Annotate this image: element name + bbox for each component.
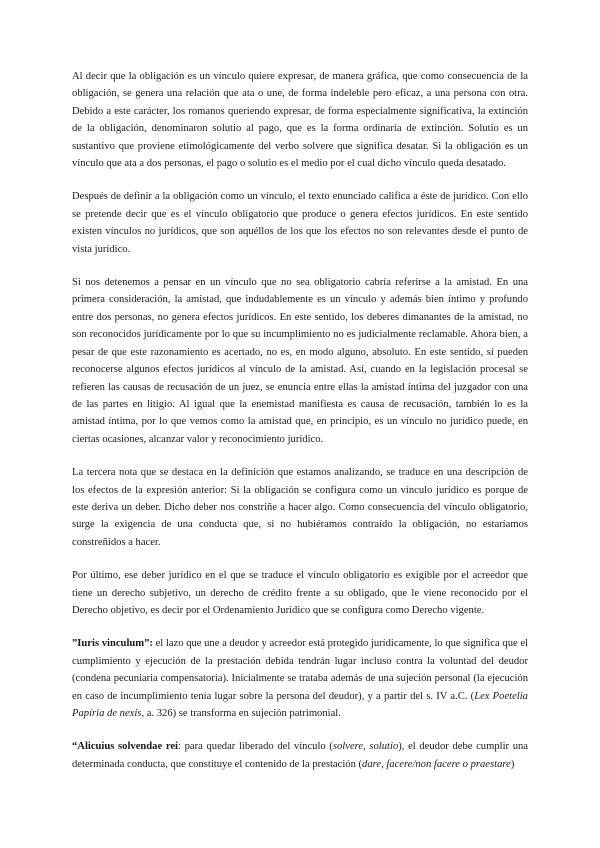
paragraph-amistad: Si nos detenemos a pensar en un vínculo que no sea obligatorio cabría referirse a la amistad. En una primera consideración, la amistad, que indudablemente es un vínculo y además bien íntimo y profundo entre dos personas, no genera efectos jurídicos. En este sentido, los deberes dimanantes de la amistad, no son reconocidos jurídicamente por lo que su incumplimiento no es judicialmente reclamable. Ahora bien, a pesar de que este razonamiento es acertado, no es, en modo alguno, absoluto. En este sentido, sí pueden reconocerse algunos efectos jurídicos al vínculo de la amistad. Así, cuando en la legislación procesal se refieren las causas de recusación de un juez, se enuncia entre ellas la amistad íntima del juzgador con una de las partes en litigio. Al igual que la enemistad manifiesta es causa de recusación, también lo es la amistad íntima, por lo que vemos como la amistad que, en principio, es un vínculo no jurídico puede, en ciertas ocasiones, alcanzar valor y reconocimiento jurídico. — [72, 277, 528, 445]
term-alicuius-solvendae-rei: “Alicuius solvendae rei — [72, 741, 178, 753]
iuris-text-1: el lazo que une a deudor y acreedor está protegido jurídicamente, lo que significa que el cumplimiento y ejecución de la prestación debida tendrán lugar incluso contra la voluntad del deudor (condena pecuniaria compensatoria). Inicialmente se trataba además de una sujeción personal (la ejecución en caso de incumplimiento tenía lugar sobre la persona del deudor), y a partir del s. IV a.C. ( — [72, 638, 528, 702]
iuris-lex-poetelia: Lex Poetelia Papiria de nexis — [72, 690, 528, 719]
alicuius-text-3: ) — [510, 758, 515, 770]
iuris-text-2: , a. 326) se transforma en sujeción patrimonial. — [141, 708, 341, 719]
paragraph-alicuius — [72, 738, 528, 773]
alicuius-italic-2: dare, facere/non facere o praestare — [362, 758, 511, 770]
alicuius-text-1: : para quedar liberado del vínculo ( — [178, 741, 333, 753]
paragraph-juridico: Después de definir a la obligación como un vínculo, el texto enunciado califica a éste de jurídico. Con ello se pretende decir que es el vínculo obligatorio que produce o genera efectos jurídicos. En este sentido existen vínculos no jurídicos, que son aquéllos de los que los efectos no son relevantes desde el punto de vista jurídico. — [72, 191, 528, 255]
paragraph-iuris-vinculum — [72, 635, 528, 722]
term-iuris-vinculum: ”Iuris vinculum”: — [72, 638, 153, 650]
alicuius-text-2: ), el deudor debe cumplir una determinada conducta, que constituye el contenido de la prestación ( — [72, 741, 529, 770]
paragraph-ultimo: Por último, ese deber jurídico en el que se traduce el vínculo obligatorio es exigible por el acreedor que tiene un derecho subjetivo, un derecho de crédito frente a su obligado, que le viene reconocido por el Derecho objetivo, es decir por el Ordenamiento Jurídico que se configura como Derecho vigente. — [72, 570, 528, 616]
paragraph-tercera-nota: La tercera nota que se destaca en la definición que estamos analizando, se traduce en una descripción de los efectos de la expresión anterior: Si la obligación se configura como un vínculo jurídico es porque de este deriva un deber. Dicho deber nos constriñe a hacer algo. Como consecuencia del vínculo obligatorio, surge la exigencia de una conducta que, si no hubiéramos contraído la obligación, no estaríamos constreñidos a hacer. — [72, 467, 528, 548]
alicuius-italic-1: solvere, solutio — [332, 741, 399, 753]
paragraph-vinculo: Al decir que la obligación es un vínculo quiere expresar, de manera gráfica, que como consecuencia de la obligación, se genera una relación que ata o une, de forma indeleble pero eficaz, a una persona con otra. Debido a este carácter, los romanos queriendo expresar, de forma especialmente significativa, la extinción de la obligación, denominaron solutio al pago, que es la forma ordinaria de extinción. Solutio es un sustantivo que proviene etimológicamente del verbo solvere que significa desatar. Si la obligación es un vínculo que ata a dos personas, el pago o solutio es el medio por el cual dicho vínculo queda desatado. — [72, 71, 528, 170]
